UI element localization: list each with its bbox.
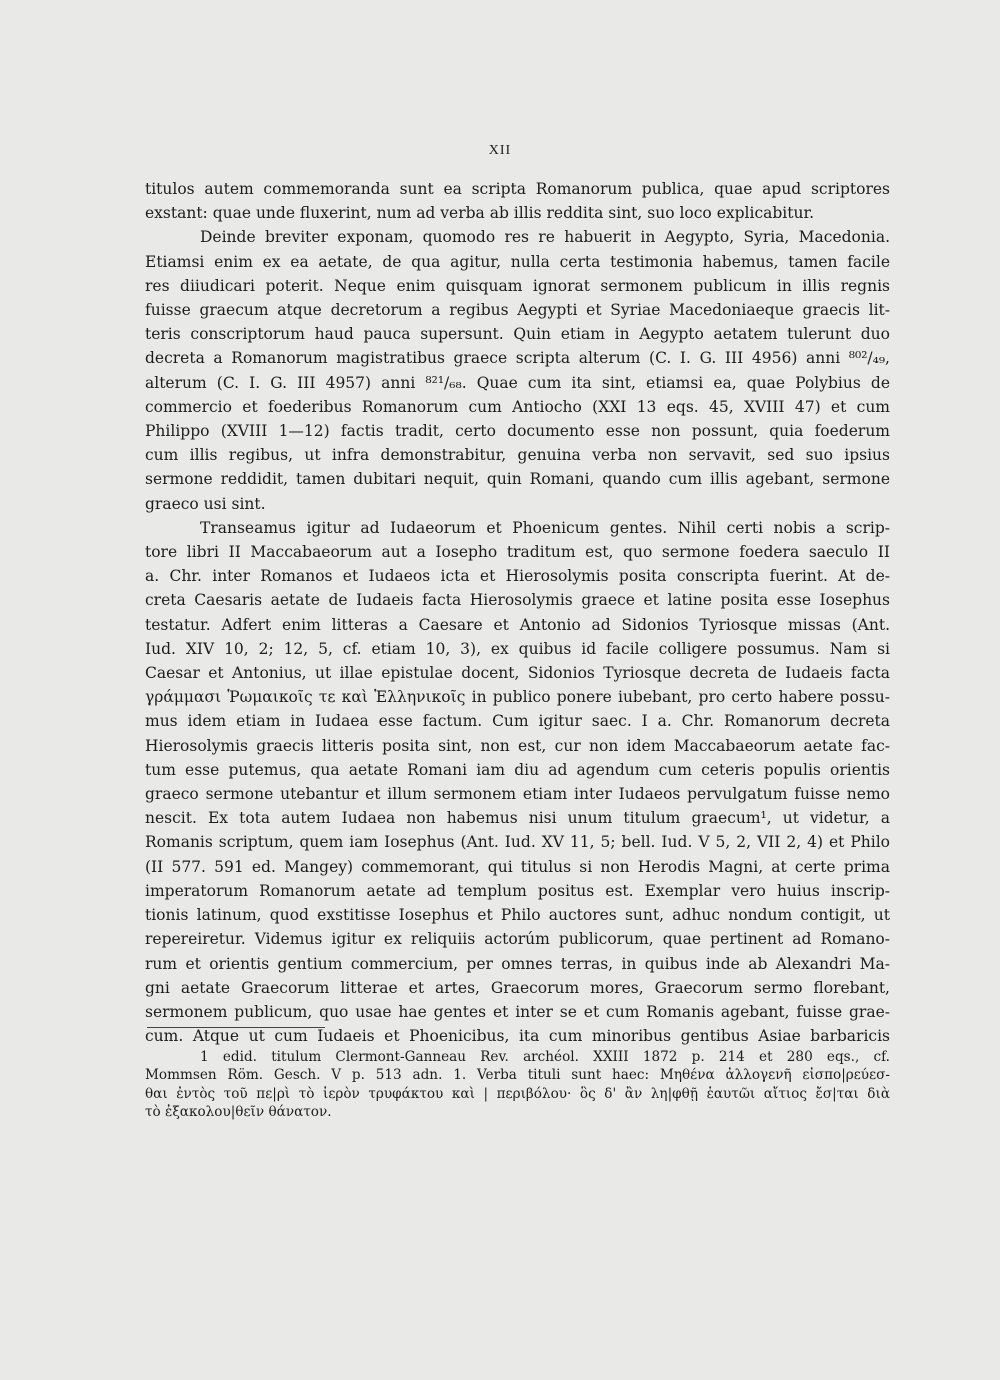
text-line: graeco usi sint. <box>145 494 266 513</box>
footnote-line: Mommsen Röm. Gesch. V p. 513 adn. 1. Verba tituli sunt haec: Μηθένα ἀλλογενῆ εἰσπο|ρεύεσ- <box>145 1067 890 1084</box>
text-line: decreta a Romanorum magistratibus graece scripta alterum (C. I. G. III 4956) anni ⁸⁰²/₄₉, <box>145 349 890 368</box>
text-line: sermonem publicum, quo usae hae gentes et inter se et cum Romanis agebant, fuisse grae- <box>145 1002 890 1021</box>
text-line: alterum (C. I. G. III 4957) anni ⁸²¹/₆₈. Quae cum ita sint, etiamsi ea, quae Polybius de <box>145 373 890 392</box>
text-line: repereiretur. Videmus igitur ex reliquiis actorúm publicorum, quae pertinent ad Romano- <box>145 930 890 949</box>
text-line: Philippo (XVIII 1—12) factis tradit, certo documento esse non possunt, quia foederum <box>145 422 890 441</box>
text-line: γράμμασι Ῥωμαικοῖς τε καὶ Ἑλληνικοῖς in publico ponere iubebant, pro certo habere possu- <box>145 688 890 707</box>
footnote-line: τὸ ἐξακολου|θεῖν θάνατον. <box>145 1104 332 1121</box>
text-line: mus idem etiam in Iudaea esse factum. Cum igitur saec. I a. Chr. Romanorum decreta <box>145 712 890 731</box>
text-line: Etiamsi enim ex ea aetate, de qua agitur, nulla certa testimonia habemus, tamen facile <box>145 252 890 271</box>
text-line: nescit. Ex tota autem Iudaea non habemus nisi unum titulum graecum¹, ut videtur, a <box>145 809 890 828</box>
text-line: tionis latinum, quod exstitisse Iosephus et Philo auctores sunt, adhuc nondum contigit, ut <box>145 906 890 925</box>
text-line: Transeamus igitur ad Iudaeorum et Phoenicum gentes. Nihil certi nobis a scrip- <box>200 518 890 537</box>
text-line: sermone reddidit, tamen dubitari nequit, quin Romani, quando cum illis agebant, sermone <box>145 470 890 489</box>
text-line: (II 577. 591 ed. Mangey) commemorant, qui titulus si non Herodis Magni, at certe prima <box>145 857 890 876</box>
text-line: titulos autem commemoranda sunt ea scripta Romanorum publica, quae apud scriptores <box>145 180 890 198</box>
text-line: teris conscriptorum haud pauca supersunt. Quin etiam in Aegypto aetatem tulerunt duo <box>145 325 890 344</box>
text-line: rum et orientis gentium commercium, per omnes terras, in quibus inde ab Alexandri Ma- <box>145 954 890 973</box>
text-line: a. Chr. inter Romanos et Iudaeos icta et Hierosolymis posita conscripta fuerint. At de- <box>145 567 890 586</box>
text-line: Iud. XIV 10, 2; 12, 5, cf. etiam 10, 3), ex quibus id facile colligere possumus. Nam si <box>145 639 890 658</box>
text-line: exstant: quae unde fluxerint, num ad verba ab illis reddita sint, suo loco explicabitur. <box>145 204 815 223</box>
text-line: creta Caesaris aetate de Iudaeis facta Hierosolymis graece et latine posita esse Iosephus <box>145 591 890 610</box>
text-line: Romanis scriptum, quem iam Iosephus (Ant. Iud. XV 11, 5; bell. Iud. V 5, 2, VII 2, 4) et Philo <box>145 833 890 852</box>
text-line: imperatorum Romanorum aetate ad templum positus est. Exemplar vero huius inscrip- <box>145 881 890 900</box>
text-line: tore libri II Maccabaeorum aut a Iosepho traditum est, quo sermone foedera saeculo II <box>145 543 890 562</box>
text-line: tum esse putemus, qua aetate Romani iam diu ad agendum cum ceteris populis orientis <box>145 760 890 779</box>
footnote-divider <box>147 1027 325 1028</box>
text-line: cum. Atque ut cum Iudaeis et Phoenicibus, ita cum minoribus gentibus Asiae barbaricis <box>145 1027 890 1046</box>
page-number: XII <box>488 143 512 158</box>
text-line: gni aetate Graecorum litterae et artes, Graecorum mores, Graecorum sermo florebant, <box>145 978 890 997</box>
text-line: commercio et foederibus Romanorum cum Antiocho (XXI 13 eqs. 45, XVIII 47) et cum <box>145 397 890 416</box>
text-line: graeco sermone utebantur et illum sermonem etiam inter Iudaeos pervulgatum fuisse nemo <box>145 785 890 804</box>
text-line: Deinde breviter exponam, quomodo res re habuerit in Aegypto, Syria, Macedonia. <box>200 228 890 247</box>
text-line: cum illis regibus, ut infra demonstrabitur, genuina verba non servavit, sed suo ipsius <box>145 446 890 465</box>
text-line: Caesar et Antonius, ut illae epistulae docent, Sidonios Tyriosque decreta de Iudaeis facta <box>145 664 890 683</box>
text-line: testatur. Adfert enim litteras a Caesare et Antonio ad Sidonios Tyriosque missas (Ant. <box>145 615 890 634</box>
text-line: res diiudicari poterit. Neque enim quisquam ignorat sermonem publicum in illis regnis <box>145 276 890 295</box>
footnote-line: 1 edid. titulum Clermont-Ganneau Rev. archéol. XXIII 1872 p. 214 et 280 eqs., cf. <box>200 1049 890 1065</box>
footnotes <box>145 1048 890 1122</box>
footnote-line: θαι ἐντὸς τοῦ πε|ρὶ τὸ ἱερὸν τρυφάκτου καὶ | περιβόλου· ὃς δ' ἂν λη|φθῇ ἑαυτῶι αἴτιος ἔσ|ται διὰ <box>145 1085 890 1102</box>
main-text <box>145 177 890 1048</box>
text-line: Hierosolymis graecis litteris posita sint, non est, cur non idem Maccabaeorum aetate fac- <box>145 736 890 755</box>
text-line: fuisse graecum atque decretorum a regibus Aegypti et Syriae Macedoniaeque graecis lit- <box>145 301 890 320</box>
